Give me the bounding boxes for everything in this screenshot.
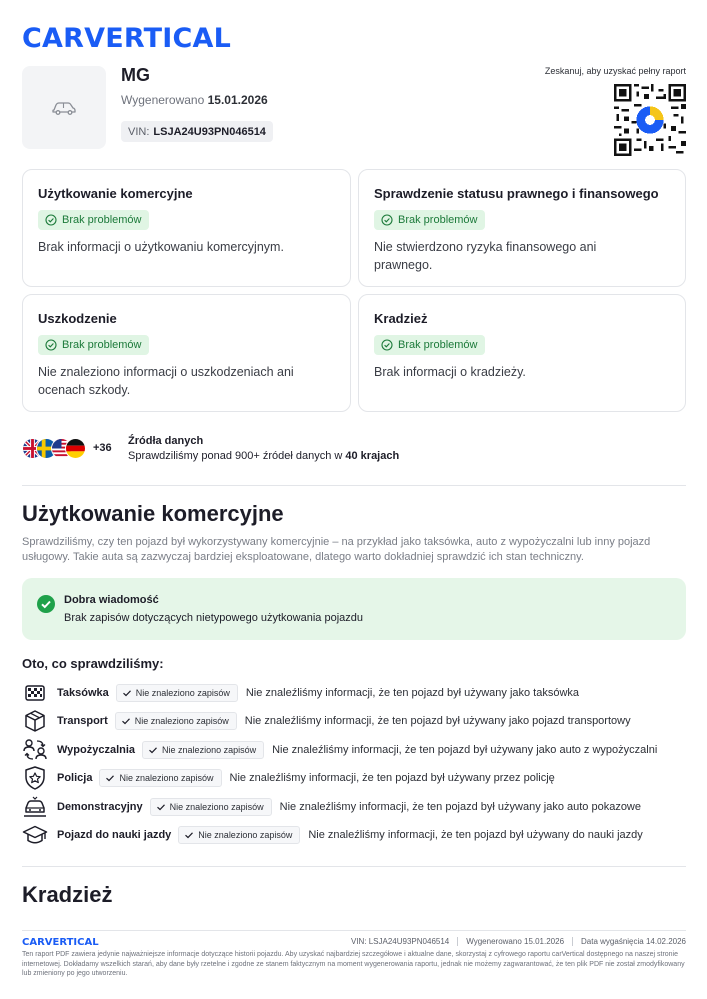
check-icon [105, 773, 115, 783]
status-badge: Brak problemów [374, 335, 485, 355]
no-records-chip: Nie znaleziono zapisów [115, 712, 237, 730]
vin-badge: VIN: LSJA24U93PN046514 [121, 121, 273, 142]
car-icon [51, 101, 77, 115]
check-label: Wypożyczalnia [57, 744, 136, 756]
no-records-chip: Nie znaleziono zapisów [99, 769, 221, 787]
check-row-police [22, 765, 692, 791]
check-circle-filled-icon [37, 595, 55, 613]
sources-title: Źródła danych [128, 435, 204, 447]
vehicle-thumbnail [22, 66, 106, 149]
footer-divider [22, 930, 686, 931]
check-circle-icon [381, 339, 393, 351]
check-icon [148, 745, 158, 755]
sources-text: Sprawdziliśmy ponad 900+ źródeł danych w 40 krajach [128, 450, 400, 462]
summary-card-damage [22, 294, 351, 412]
good-news-title: Dobra wiadomość [64, 594, 159, 606]
footer-disclaimer: Ten raport PDF zawiera jedynie najważniejsze informacje dotyczące historii pojazdu. Aby uzyskać najbardziej szczegółowe i aktualne dane, skorzystaj z cyfrowego raportu carVertical dostępnego na naszej stronie internetowej. Dokładamy wszelkich starań, aby dane były rzetelne i zgodne ze stanem faktycznym na moment wygenerowania raportu, jednak nie możemy zagwarantować, że ten plik PDF nie został zmodyfikowany lub zmieniony po jego utworzeniu. [22, 951, 685, 977]
card-text: Brak informacji o kradzieży. [374, 365, 526, 379]
no-records-chip: Nie znaleziono zapisów [142, 741, 264, 759]
country-flags [22, 438, 86, 459]
check-description: Nie znaleźliśmy informacji, że ten pojazd był używany jako auto z wypożyczalni [272, 744, 658, 756]
card-text: Brak informacji o użytkowaniu komercyjnym. [38, 240, 284, 254]
check-row-taxi [22, 680, 692, 706]
check-label: Taksówka [57, 687, 109, 699]
good-news-banner [22, 578, 686, 640]
summary-card-theft [358, 294, 686, 412]
check-label: Pojazd do nauki jazdy [57, 829, 172, 841]
check-row-rental [22, 737, 692, 763]
check-row-transport [22, 708, 692, 734]
card-title: Sprawdzenie statusu prawnego i finansowego [374, 186, 659, 201]
check-icon [122, 688, 132, 698]
footer-expiry: Data wygaśnięcia 14.02.2026 [572, 937, 686, 946]
card-text: Nie znaleziono informacji o uszkodzeniach ani ocenach szkody. [38, 365, 294, 397]
box-icon [22, 708, 48, 734]
check-circle-icon [45, 339, 57, 351]
check-description: Nie znaleźliśmy informacji, że ten pojazd był używany jako pojazd transportowy [244, 715, 631, 727]
footer-vin: VIN: LSJA24U93PN046514 [350, 937, 450, 946]
card-text: Nie stwierdzono ryzyka finansowego ani prawnego. [374, 240, 597, 272]
check-label: Policja [57, 772, 93, 784]
section-divider [22, 866, 686, 867]
status-badge: Brak problemów [38, 335, 149, 355]
no-records-chip: Nie znaleziono zapisów [150, 798, 272, 816]
vehicle-make: MG [121, 65, 150, 85]
card-title: Kradzież [374, 311, 428, 326]
card-title: Uszkodzenie [38, 311, 117, 326]
section-title-commercial: Użytkowanie komercyjne [22, 501, 284, 526]
demo-car-icon [22, 794, 48, 820]
check-label: Demonstracyjny [57, 801, 143, 813]
generated-date: Wygenerowano 15.01.2026 [121, 93, 268, 107]
section-title-theft: Kradzież [22, 882, 113, 907]
no-records-chip: Nie znaleziono zapisów [178, 826, 300, 844]
check-description: Nie znaleźliśmy informacji, że ten pojazd był używany jako auto pokazowe [279, 801, 641, 813]
footer-generated: Wygenerowano 15.01.2026 [457, 937, 564, 946]
check-description: Nie znaleźliśmy informacji, że ten pojazd był używany do nauki jazdy [308, 829, 643, 841]
card-title: Użytkowanie komercyjne [38, 186, 193, 201]
check-circle-icon [381, 214, 393, 226]
summary-card-legal [358, 169, 686, 287]
section-description: Sprawdziliśmy, czy ten pojazd był wykorzystywany komercyjnie – na przykład jako taksówka, auto z wypożyczalni lub inny pojazd usługowy. Takie auta są zazwyczaj bardziej eksploatowane, dlatego warto dokładniej sprawdzić ich stan techniczny. [22, 536, 651, 563]
status-badge: Brak problemów [374, 210, 485, 230]
check-row-driving-school [22, 822, 692, 848]
summary-card-commercial [22, 169, 351, 287]
check-icon [184, 830, 194, 840]
qr-caption: Zeskanuj, aby uzyskać pełny raport [544, 66, 686, 76]
check-icon [156, 802, 166, 812]
carvertical-logo: CARVERTICAL [22, 23, 231, 54]
footer-logo: CARVERTICAL [22, 937, 99, 948]
check-icon [121, 716, 131, 726]
rental-icon [22, 737, 48, 763]
status-badge: Brak problemów [38, 210, 149, 230]
check-circle-icon [45, 214, 57, 226]
check-label: Transport [57, 715, 108, 727]
check-description: Nie znaleźliśmy informacji, że ten pojazd był używany przez policję [229, 772, 555, 784]
check-description: Nie znaleźliśmy informacji, że ten pojazd był używany jako taksówka [245, 687, 580, 699]
qr-code[interactable] [614, 84, 686, 156]
footer-meta [351, 937, 686, 946]
checked-list-title: Oto, co sprawdziliśmy: [22, 656, 164, 671]
section-divider [22, 485, 686, 486]
no-records-chip: Nie znaleziono zapisów [116, 684, 238, 702]
check-row-demo [22, 794, 692, 820]
taxi-icon [22, 680, 48, 706]
good-news-text: Brak zapisów dotyczących nietypowego użytkowania pojazdu [64, 612, 363, 624]
graduation-cap-icon [22, 822, 48, 848]
germany-flag-icon [65, 438, 86, 459]
more-countries-count: +36 [93, 442, 112, 454]
police-badge-icon [22, 765, 48, 791]
